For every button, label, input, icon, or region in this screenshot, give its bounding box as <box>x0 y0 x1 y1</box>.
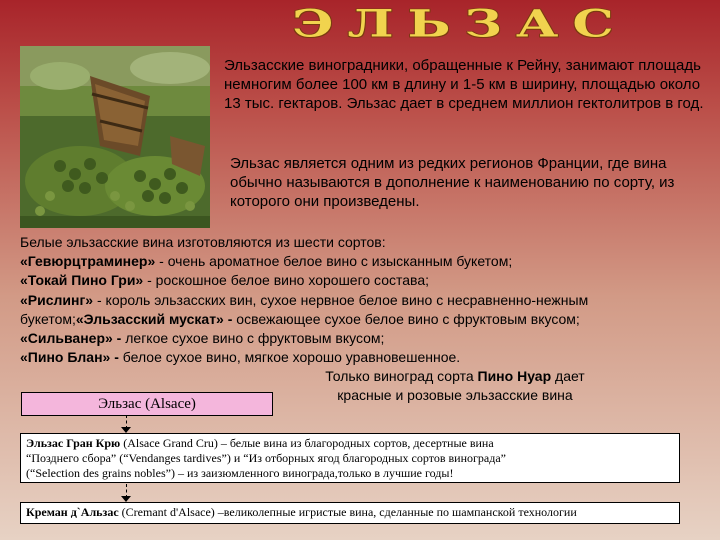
cremant-text: (Cremant d'Alsace) –великолепные игристые вина, сделанные по шампанской технологии <box>118 505 577 519</box>
vineyard-photo <box>20 46 210 228</box>
grand-cru-name: Эльзас Гран Крю <box>26 436 121 450</box>
grape-name: «Пино Блан» - <box>20 349 119 366</box>
grape-description: - роскошное белое вино хорошего состава; <box>143 272 429 289</box>
pinot-noir-name: Пино Нуар <box>477 368 552 384</box>
grape-name: «Сильванер» - <box>20 330 122 347</box>
grand-cru-line <box>26 436 674 451</box>
grape-description: - очень ароматное белое вино с изысканным букетом; <box>155 253 513 270</box>
red-note-suffix: дает красные и розовые эльзасские вина <box>337 368 585 403</box>
grape-description: освежающее сухое белое вино с фруктовым вкусом; <box>232 310 580 327</box>
grand-cru-box <box>20 433 680 483</box>
intro-paragraph: Эльзасские виноградники, обращенные к Рейну, занимают площадь немногим более 100 км в длину и 1-5 км в ширину, площадью около 13 тыс. гектаров. Эльзас дает в среднем миллион гектолитров в год. <box>224 57 704 112</box>
cremant-name: Креман д`Альзас <box>26 505 119 519</box>
list-item <box>20 271 710 290</box>
page-title: ЭЛЬЗАС <box>292 2 628 46</box>
list-item <box>20 348 710 367</box>
cremant-box <box>20 502 680 524</box>
grape-name: «Рислинг» <box>20 291 94 308</box>
list-item <box>20 252 710 271</box>
grape-name: «Гевюрцтраминер» <box>20 253 156 270</box>
grape-name: «Токай Пино Гри» <box>20 272 144 289</box>
red-note-prefix: Только виноград сорта <box>325 368 478 384</box>
grand-cru-line3: (“Selection des grains nobles”) – из заизюмленного винограда,только в лучшие годы! <box>26 466 454 480</box>
grand-cru-line2: “Позднего сбора” (“Vendanges tardives”) и “Из отборных ягод благородных сортов винограда” <box>26 451 506 465</box>
list-item <box>20 291 710 329</box>
naming-paragraph: Эльзас является одним из редких регионов Франции, где вина обычно называются в дополнение к наименованию по сорту, из которого они произведены. <box>230 155 675 210</box>
grape-harvest-image <box>20 46 210 228</box>
grape-name: «Эльзасский мускат» - <box>75 310 233 327</box>
alsace-label-box: Эльзас (Alsace) <box>21 392 273 416</box>
grape-description: - король эльзасских вин, сухое нервное белое вино с несравненно-нежным букетом; <box>20 291 589 327</box>
list-item <box>20 329 710 348</box>
white-wine-list <box>20 233 710 367</box>
grape-description: легкое сухое вино с фруктовым вкусом; <box>121 330 385 347</box>
grand-cru-line1: (Alsace Grand Cru) – белые вина из благородных сортов, десертные вина <box>120 436 494 450</box>
list-intro: Белые эльзасские вина изготовляются из шести сортов: <box>20 234 386 250</box>
grape-description: белое сухое вино, мягкое хорошо уравновешенное. <box>118 349 461 366</box>
red-wine-note <box>300 367 610 405</box>
